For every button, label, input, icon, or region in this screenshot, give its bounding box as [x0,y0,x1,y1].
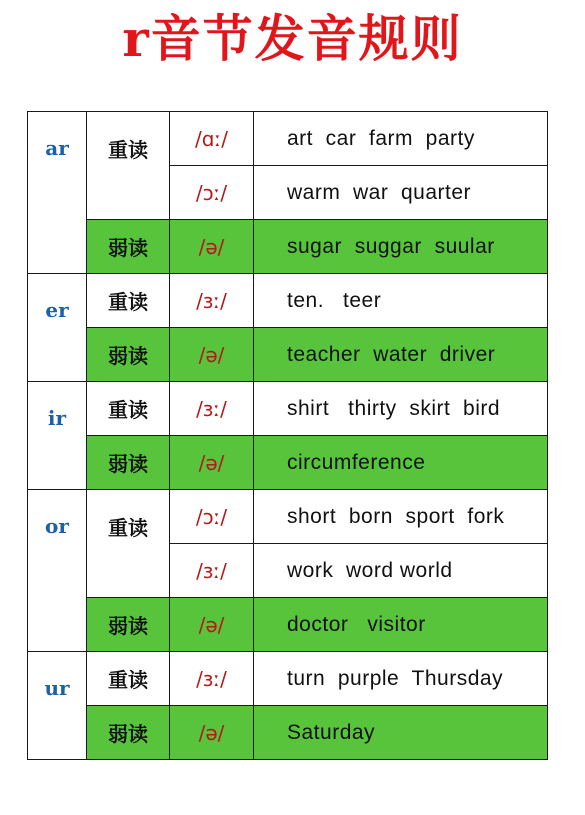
examples-cell: circumference [254,436,548,490]
stress-type-cell: 弱读 [87,328,170,382]
ipa-cell: /ɔː/ [170,490,254,544]
ipa-cell: /ə/ [170,598,254,652]
table-row [28,652,548,706]
examples-cell: work word world [254,544,548,598]
examples-cell: teacher water driver [254,328,548,382]
letter-pattern-cell: or [28,490,87,652]
table-row [28,382,548,436]
examples-cell: shirt thirty skirt bird [254,382,548,436]
ipa-cell: /ə/ [170,328,254,382]
ipa-cell: /ə/ [170,706,254,760]
examples-cell: turn purple Thursday [254,652,548,706]
page-title: r音节发音规则 [122,9,463,68]
table-row [28,706,548,760]
ipa-cell: /ɔː/ [170,166,254,220]
stress-type-cell: 重读 [87,382,170,436]
letter-pattern-cell: ir [28,382,87,490]
ipa-cell: /ɜː/ [170,544,254,598]
examples-cell: warm war quarter [254,166,548,220]
table-row [28,220,548,274]
table-row [28,490,548,544]
examples-cell: ten. teer [254,274,548,328]
letter-pattern-cell: er [28,274,87,382]
letter-pattern-cell: ur [28,652,87,760]
examples-cell: doctor visitor [254,598,548,652]
r-syllable-table [27,111,548,760]
stress-type-cell: 重读 [87,652,170,706]
examples-cell: art car farm party [254,112,548,166]
stress-type-cell: 弱读 [87,220,170,274]
ipa-cell: /ə/ [170,436,254,490]
table-row [28,436,548,490]
ipa-cell: /ɑː/ [170,112,254,166]
stress-type-cell: 弱读 [87,598,170,652]
ipa-cell: /ɜː/ [170,274,254,328]
stress-type-cell: 弱读 [87,436,170,490]
stress-type-cell: 重读 [87,274,170,328]
stress-type-cell: 弱读 [87,706,170,760]
letter-pattern-cell: ar [28,112,87,274]
table-row [28,598,548,652]
examples-cell: short born sport fork [254,490,548,544]
table-row [28,112,548,166]
ipa-cell: /ə/ [170,220,254,274]
ipa-cell: /ɜː/ [170,382,254,436]
stress-type-cell: 重读 [87,112,170,220]
stress-type-cell: 重读 [87,490,170,598]
examples-cell: sugar suggar suular [254,220,548,274]
ipa-cell: /ɜː/ [170,652,254,706]
table-row [28,328,548,382]
table-row [28,274,548,328]
examples-cell: Saturday [254,706,548,760]
